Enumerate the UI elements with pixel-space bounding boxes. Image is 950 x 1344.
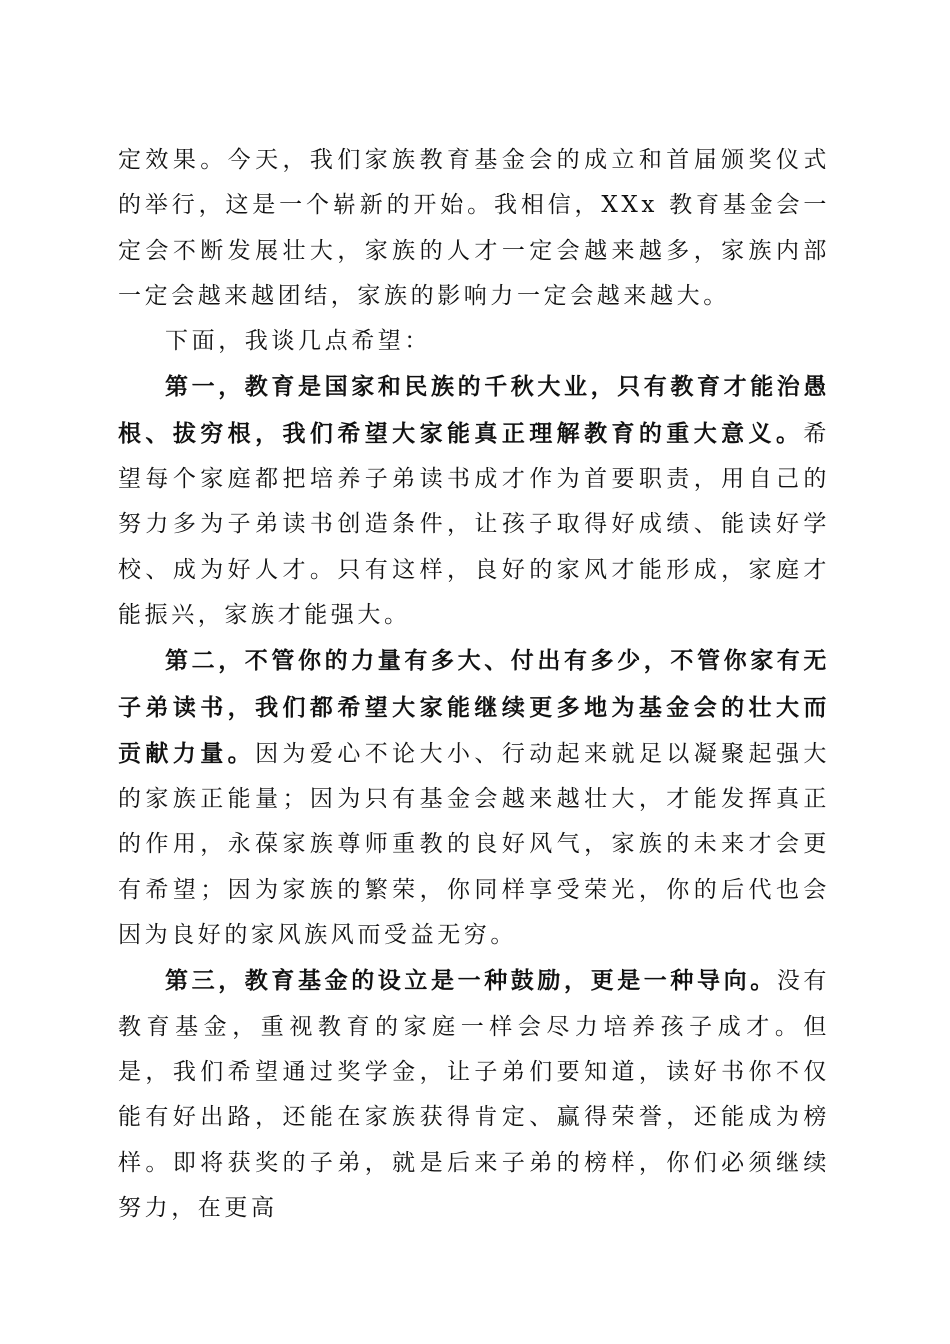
paragraph-text: 下面，我谈几点希望： (165, 328, 431, 355)
paragraph-point-two (118, 638, 830, 958)
paragraph-lead-sentence: 第三，教育基金的设立是一种鼓励，更是一种导向。 (165, 967, 777, 995)
paragraph-continuation (118, 138, 830, 319)
paragraph-text: 没有教育基金，重视教育的家庭一样会尽力培养孩子成才。但是，我们希望通过奖学金，让子弟们要知道，读好书你不仅能有好出路，还能在家族获得肯定、赢得荣誉，还能成为榜样。即将获奖的子弟，就是后来子弟的榜样，你们必须继续努力，在更高 (118, 968, 831, 1221)
paragraph-text: 定效果。今天，我们家族教育基金会的成立和首届颁奖仪式的举行，这是一个崭新的开始。我相信，XXx 教育基金会一定会不断发展壮大，家族的人才一定会越来越多，家族内部一定会越来越团结，家族的影响力一定会越来越大。 (118, 147, 830, 309)
paragraph-text: 因为爱心不论大小、行动起来就足以凝聚起强大的家族正能量；因为只有基金会越来越壮大，才能发挥真正的作用，永葆家族尊师重教的良好风气，家族的未来才会更有希望；因为家族的繁荣，你同样享受荣光，你的后代也会因为良好的家风族风而受益无穷。 (118, 740, 830, 949)
paragraph-text: 希望每个家庭都把培养子弟读书成才作为首要职责，用自己的努力多为子弟读书创造条件，让孩子取得好成绩、能读好学校、成为好人才。只有这样，良好的家风才能形成，家庭才能振兴，家族才能强大。 (118, 420, 830, 628)
paragraph-point-three (118, 958, 830, 1231)
paragraph-lead-sentence: 第二，不管你的力量有多大、付出有多少，不管你家有无子弟读书，我们都希望大家能继续更多地为基金会的壮大而贡献力量。 (118, 647, 830, 767)
body-text (118, 138, 830, 1231)
paragraph-lead-sentence: 第一，教育是国家和民族的千秋大业，只有教育才能治愚根、拔穷根，我们希望大家能真正理解教育的重大意义。 (118, 373, 830, 447)
paragraph-intro (118, 319, 830, 364)
paragraph-point-one (118, 364, 830, 638)
